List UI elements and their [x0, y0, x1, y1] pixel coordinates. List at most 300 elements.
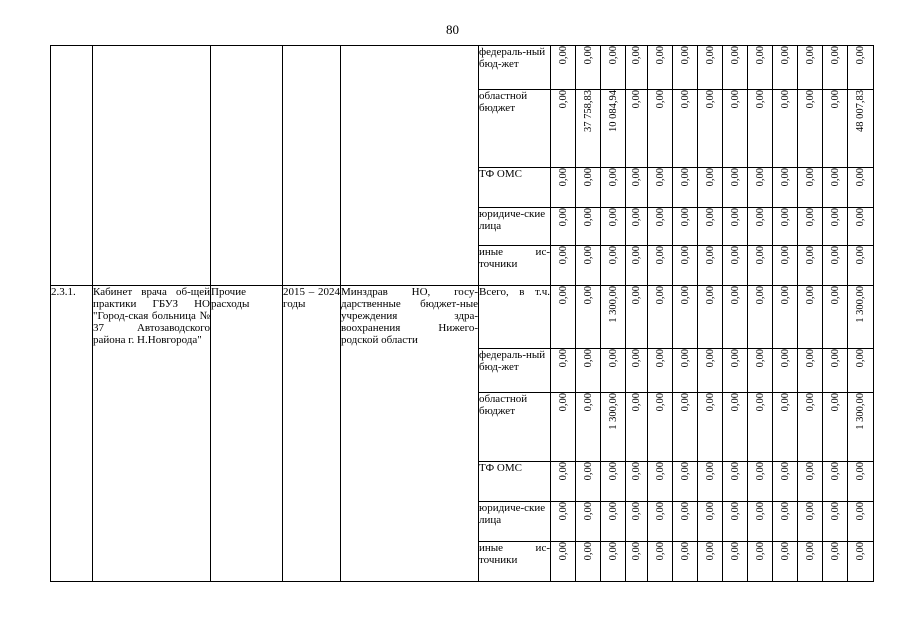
source-label: федераль-ный бюд-жет	[479, 349, 546, 373]
value-text: 1 300,00	[855, 286, 866, 323]
source-cell	[479, 502, 551, 542]
value-text: 0,00	[631, 90, 642, 109]
value-text: 0,00	[582, 46, 594, 65]
value-text: 0,00	[779, 286, 791, 305]
value-cell	[648, 168, 673, 208]
value-cell	[626, 208, 648, 246]
table-body	[51, 46, 874, 582]
value-cell	[601, 46, 626, 90]
value-cell	[576, 502, 601, 542]
value-text: 0,00	[582, 349, 594, 368]
value-cell	[576, 286, 601, 349]
value-text: 0,00	[582, 168, 594, 187]
source-label: областной бюджет	[479, 393, 528, 417]
value-cell	[748, 286, 773, 349]
value-text: 0,00	[829, 168, 841, 187]
value-cell	[648, 393, 673, 462]
value-cell	[626, 168, 648, 208]
value-text: 0,00	[557, 502, 569, 521]
value-text: 0,00	[704, 246, 716, 265]
value-cell	[773, 208, 798, 246]
value-text: 0,00	[754, 462, 766, 481]
value-text: 0,00	[654, 246, 666, 265]
value-cell	[698, 208, 723, 246]
value-text: 0,00	[631, 502, 642, 521]
value-cell	[748, 542, 773, 582]
value-cell	[823, 46, 848, 90]
value-text: 0,00	[654, 90, 666, 109]
continued-empty-cell	[341, 46, 479, 286]
value-cell	[576, 90, 601, 168]
value-cell	[648, 246, 673, 286]
value-cell	[648, 46, 673, 90]
value-text: 0,00	[557, 462, 569, 481]
expense-type-cell	[211, 286, 283, 582]
value-text: 0,00	[754, 168, 766, 187]
value-cell	[673, 286, 698, 349]
value-cell	[823, 349, 848, 393]
value-text: 0,00	[829, 46, 841, 65]
value-text: 0,00	[631, 462, 642, 481]
value-cell	[848, 286, 874, 349]
value-cell	[673, 246, 698, 286]
value-cell	[626, 393, 648, 462]
value-text: 0,00	[607, 542, 619, 561]
value-cell	[576, 208, 601, 246]
value-text: 0,00	[679, 502, 691, 521]
source-cell	[479, 462, 551, 502]
value-cell	[601, 462, 626, 502]
value-text: 0,00	[704, 502, 716, 521]
value-text: 0,00	[804, 90, 816, 109]
value-cell	[673, 90, 698, 168]
value-text: 0,00	[679, 286, 691, 305]
source-cell	[479, 246, 551, 286]
executor: Минздрав НО, госу-дарственные бюджет-ные учреждения здра-воохранения Нижего-родской области	[341, 286, 478, 346]
value-text: 0,00	[754, 208, 766, 227]
value-text: 0,00	[582, 286, 594, 305]
value-text: 0,00	[557, 349, 569, 368]
value-cell	[648, 90, 673, 168]
value-cell	[798, 502, 823, 542]
value-cell	[798, 246, 823, 286]
value-cell	[723, 246, 748, 286]
value-text: 0,00	[779, 246, 791, 265]
value-cell	[673, 502, 698, 542]
value-cell	[773, 168, 798, 208]
value-text: 0,00	[557, 542, 569, 561]
value-cell	[823, 502, 848, 542]
value-text: 0,00	[704, 90, 716, 109]
value-text: 10 084,94	[607, 90, 619, 132]
value-text: 0,00	[557, 90, 569, 109]
value-text: 0,00	[729, 208, 741, 227]
value-cell	[723, 286, 748, 349]
value-cell	[773, 246, 798, 286]
source-cell	[479, 168, 551, 208]
source-label: иные ис-точники	[479, 246, 550, 270]
value-text: 0,00	[582, 208, 594, 227]
value-text: 0,00	[704, 168, 716, 187]
value-cell	[601, 168, 626, 208]
executor-cell	[341, 286, 479, 582]
value-cell	[626, 462, 648, 502]
value-text: 0,00	[607, 462, 619, 481]
value-text: 0,00	[754, 393, 766, 412]
value-cell	[551, 349, 576, 393]
value-text: 0,00	[679, 462, 691, 481]
source-label: иные ис-точники	[479, 542, 550, 566]
implementation-period-cell	[283, 286, 341, 582]
value-text: 0,00	[855, 168, 866, 187]
value-text: 0,00	[829, 542, 841, 561]
value-cell	[723, 502, 748, 542]
value-cell	[723, 349, 748, 393]
value-cell	[773, 462, 798, 502]
value-cell	[848, 462, 874, 502]
value-cell	[698, 168, 723, 208]
value-cell	[848, 246, 874, 286]
value-text: 0,00	[631, 208, 642, 227]
value-text: 0,00	[855, 208, 866, 227]
value-cell	[798, 208, 823, 246]
value-text: 0,00	[654, 502, 666, 521]
value-text: 0,00	[754, 46, 766, 65]
continued-empty-cell	[51, 46, 93, 286]
value-text: 0,00	[729, 502, 741, 521]
value-cell	[551, 542, 576, 582]
value-cell	[551, 246, 576, 286]
item-name: Кабинет врача об-щей практики ГБУЗ НО "Город-ская больница № 37 Автозаводского района г. Н.Новгорода"	[93, 286, 210, 346]
value-cell	[673, 349, 698, 393]
value-text: 0,00	[631, 349, 642, 368]
value-cell	[601, 393, 626, 462]
value-text: 0,00	[679, 542, 691, 561]
value-text: 1 300,00	[607, 393, 619, 430]
continued-empty-cell	[211, 46, 283, 286]
value-text: 0,00	[557, 246, 569, 265]
value-cell	[723, 542, 748, 582]
value-cell	[723, 462, 748, 502]
value-text: 0,00	[582, 502, 594, 521]
value-text: 0,00	[754, 286, 766, 305]
value-text: 0,00	[582, 393, 594, 412]
value-cell	[848, 46, 874, 90]
value-text: 0,00	[631, 393, 642, 412]
value-cell	[848, 502, 874, 542]
value-cell	[551, 168, 576, 208]
value-text: 0,00	[804, 286, 816, 305]
value-cell	[626, 246, 648, 286]
value-cell	[673, 462, 698, 502]
value-text: 0,00	[557, 286, 569, 305]
continued-empty-cell	[283, 46, 341, 286]
value-cell	[848, 90, 874, 168]
value-text: 0,00	[631, 168, 642, 187]
value-text: 0,00	[829, 502, 841, 521]
value-text: 0,00	[754, 502, 766, 521]
value-text: 0,00	[654, 542, 666, 561]
value-cell	[823, 542, 848, 582]
value-text: 0,00	[779, 393, 791, 412]
value-cell	[848, 349, 874, 393]
value-cell	[648, 542, 673, 582]
value-cell	[601, 246, 626, 286]
source-label: ТФ ОМС	[479, 168, 522, 180]
page-number: 80	[446, 22, 459, 37]
value-cell	[748, 46, 773, 90]
value-text: 0,00	[779, 462, 791, 481]
value-text: 0,00	[582, 246, 594, 265]
value-text: 0,00	[829, 349, 841, 368]
value-cell	[748, 90, 773, 168]
value-text: 0,00	[607, 46, 619, 65]
value-text: 0,00	[729, 90, 741, 109]
value-text: 0,00	[779, 542, 791, 561]
value-text: 0,00	[654, 349, 666, 368]
table-row	[51, 46, 874, 90]
value-text: 0,00	[779, 168, 791, 187]
source-label: Всего, в т.ч.	[479, 286, 550, 298]
value-cell	[673, 542, 698, 582]
value-text: 0,00	[557, 393, 569, 412]
value-text: 0,00	[804, 208, 816, 227]
value-cell	[648, 502, 673, 542]
value-cell	[601, 90, 626, 168]
value-cell	[698, 90, 723, 168]
value-text: 0,00	[704, 462, 716, 481]
value-cell	[626, 349, 648, 393]
value-cell	[601, 502, 626, 542]
value-cell	[698, 502, 723, 542]
value-text: 0,00	[729, 462, 741, 481]
value-cell	[798, 168, 823, 208]
value-text: 0,00	[679, 90, 691, 109]
value-cell	[748, 208, 773, 246]
value-cell	[773, 90, 798, 168]
value-cell	[798, 542, 823, 582]
source-cell	[479, 286, 551, 349]
value-text: 0,00	[607, 208, 619, 227]
value-cell	[723, 46, 748, 90]
value-text: 0,00	[607, 349, 619, 368]
value-cell	[673, 208, 698, 246]
item-number-cell	[51, 286, 93, 582]
value-text: 0,00	[654, 286, 666, 305]
value-text: 0,00	[804, 393, 816, 412]
value-cell	[823, 246, 848, 286]
source-label: юридиче-ские лица	[479, 208, 546, 232]
value-text: 0,00	[804, 168, 816, 187]
value-cell	[551, 46, 576, 90]
value-text: 0,00	[654, 393, 666, 412]
value-cell	[648, 462, 673, 502]
value-cell	[748, 393, 773, 462]
value-text: 0,00	[679, 208, 691, 227]
value-text: 0,00	[754, 542, 766, 561]
value-text: 0,00	[582, 462, 594, 481]
value-cell	[698, 286, 723, 349]
value-cell	[773, 286, 798, 349]
value-cell	[626, 502, 648, 542]
value-cell	[798, 393, 823, 462]
value-cell	[576, 349, 601, 393]
value-text: 0,00	[729, 393, 741, 412]
value-cell	[798, 90, 823, 168]
source-cell	[479, 46, 551, 90]
value-cell	[601, 208, 626, 246]
value-cell	[798, 46, 823, 90]
value-cell	[698, 46, 723, 90]
value-text: 0,00	[607, 168, 619, 187]
value-cell	[551, 208, 576, 246]
value-cell	[773, 542, 798, 582]
value-cell	[698, 393, 723, 462]
value-text: 0,00	[855, 462, 866, 481]
value-text: 0,00	[704, 46, 716, 65]
source-label: областной бюджет	[479, 90, 528, 114]
value-text: 0,00	[582, 542, 594, 561]
value-text: 0,00	[829, 208, 841, 227]
value-text: 0,00	[679, 46, 691, 65]
value-cell	[626, 46, 648, 90]
value-text: 0,00	[679, 393, 691, 412]
value-text: 0,00	[779, 46, 791, 65]
value-text: 0,00	[855, 542, 866, 561]
value-cell	[823, 462, 848, 502]
value-text: 0,00	[729, 542, 741, 561]
value-text: 0,00	[631, 246, 642, 265]
value-text: 0,00	[855, 246, 866, 265]
value-text: 0,00	[804, 246, 816, 265]
value-cell	[723, 208, 748, 246]
value-text: 0,00	[804, 502, 816, 521]
value-text: 1 300,00	[607, 286, 619, 323]
value-cell	[698, 542, 723, 582]
value-text: 1 300,00	[855, 393, 866, 430]
value-text: 0,00	[679, 349, 691, 368]
value-cell	[748, 462, 773, 502]
value-cell	[823, 168, 848, 208]
value-text: 0,00	[654, 208, 666, 227]
value-cell	[698, 246, 723, 286]
value-text: 0,00	[607, 246, 619, 265]
value-cell	[576, 393, 601, 462]
value-cell	[823, 208, 848, 246]
value-text: 0,00	[557, 46, 569, 65]
value-cell	[551, 502, 576, 542]
value-text: 0,00	[729, 168, 741, 187]
value-cell	[773, 349, 798, 393]
value-cell	[551, 286, 576, 349]
value-text: 0,00	[607, 502, 619, 521]
value-text: 0,00	[829, 286, 841, 305]
value-cell	[748, 168, 773, 208]
value-cell	[798, 349, 823, 393]
value-cell	[748, 246, 773, 286]
value-cell	[576, 462, 601, 502]
value-text: 0,00	[829, 246, 841, 265]
value-cell	[673, 46, 698, 90]
value-text: 0,00	[754, 90, 766, 109]
value-cell	[601, 542, 626, 582]
source-cell	[479, 542, 551, 582]
value-text: 0,00	[779, 208, 791, 227]
value-text: 0,00	[729, 286, 741, 305]
item-number: 2.3.1.	[51, 286, 76, 298]
value-cell	[798, 462, 823, 502]
value-text: 0,00	[704, 349, 716, 368]
value-cell	[848, 168, 874, 208]
value-cell	[748, 502, 773, 542]
table-row	[51, 286, 874, 349]
budget-table	[50, 45, 874, 582]
value-cell	[626, 90, 648, 168]
value-text: 0,00	[704, 286, 716, 305]
value-cell	[723, 168, 748, 208]
value-cell	[576, 246, 601, 286]
value-text: 0,00	[804, 462, 816, 481]
value-text: 0,00	[679, 168, 691, 187]
value-cell	[601, 349, 626, 393]
value-cell	[576, 542, 601, 582]
value-text: 0,00	[855, 349, 866, 368]
value-text: 0,00	[804, 542, 816, 561]
value-text: 0,00	[654, 462, 666, 481]
value-text: 0,00	[754, 246, 766, 265]
item-name-cell	[93, 286, 211, 582]
value-text: 0,00	[631, 286, 642, 305]
value-text: 0,00	[729, 46, 741, 65]
value-text: 0,00	[704, 393, 716, 412]
value-text: 0,00	[631, 542, 642, 561]
value-cell	[576, 168, 601, 208]
value-text: 0,00	[779, 502, 791, 521]
source-cell	[479, 90, 551, 168]
value-cell	[551, 462, 576, 502]
value-cell	[773, 46, 798, 90]
value-cell	[626, 286, 648, 349]
value-text: 37 758,83	[582, 90, 594, 132]
value-text: 0,00	[804, 349, 816, 368]
value-text: 0,00	[704, 542, 716, 561]
value-cell	[798, 286, 823, 349]
value-cell	[648, 349, 673, 393]
value-text: 0,00	[829, 393, 841, 412]
value-cell	[823, 286, 848, 349]
value-text: 0,00	[729, 246, 741, 265]
value-cell	[823, 90, 848, 168]
value-text: 0,00	[779, 349, 791, 368]
value-cell	[848, 208, 874, 246]
value-text: 0,00	[804, 46, 816, 65]
value-cell	[723, 393, 748, 462]
value-cell	[723, 90, 748, 168]
value-text: 0,00	[829, 462, 841, 481]
value-cell	[848, 542, 874, 582]
value-cell	[673, 168, 698, 208]
implementation-period: 2015 – 2024 годы	[283, 286, 340, 310]
expense-type: Прочие расходы	[211, 286, 250, 310]
source-cell	[479, 208, 551, 246]
value-cell	[748, 349, 773, 393]
continued-empty-cell	[93, 46, 211, 286]
value-cell	[576, 46, 601, 90]
value-cell	[648, 286, 673, 349]
value-text: 0,00	[855, 502, 866, 521]
value-cell	[551, 90, 576, 168]
value-text: 0,00	[654, 168, 666, 187]
